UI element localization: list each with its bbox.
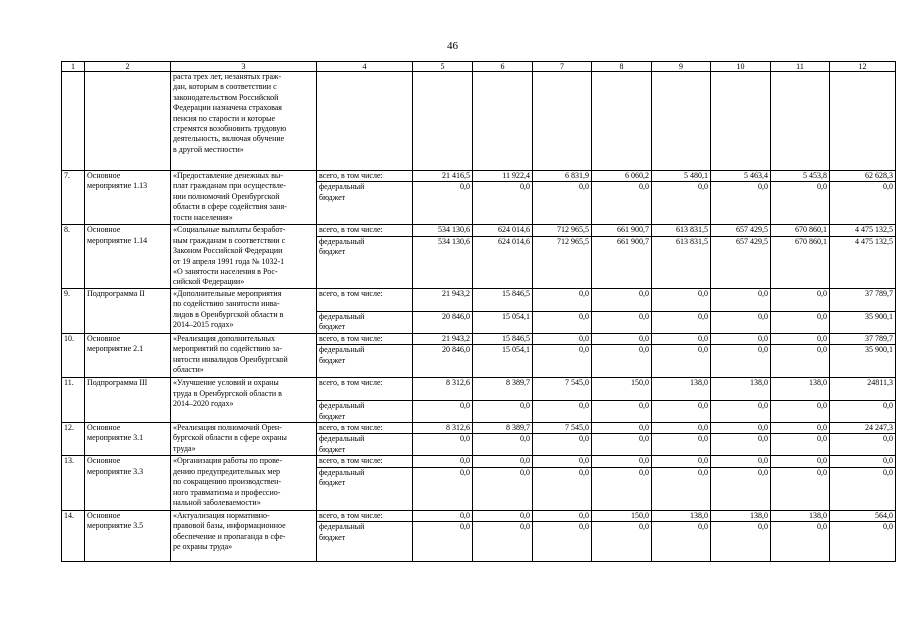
amount-cell: 7 545,0 <box>533 423 592 434</box>
table-row <box>62 225 896 237</box>
amount-cell: 0,0 <box>711 333 771 344</box>
amount-cell: 0,0 <box>652 456 711 467</box>
amount-cell: 0,0 <box>473 510 533 521</box>
amount-cell: 0,0 <box>652 333 711 344</box>
amount-cell: 24 247,3 <box>830 423 896 434</box>
amount-cell: 35 900,1 <box>830 311 896 333</box>
column-header: 5 <box>413 62 473 72</box>
amount-cell: 0,0 <box>711 401 771 423</box>
amount-cell: 0,0 <box>711 434 771 456</box>
funding-source-label: федеральный бюджет <box>317 401 413 423</box>
amount-cell: 6 060,2 <box>592 171 652 182</box>
amount-cell: 4 475 132,5 <box>830 225 896 237</box>
amount-cell: 6 831,9 <box>533 171 592 182</box>
amount-cell: 0,0 <box>473 522 533 562</box>
amount-cell: 150,0 <box>592 378 652 401</box>
amount-cell: 0,0 <box>592 423 652 434</box>
amount-cell: 15 846,5 <box>473 333 533 344</box>
amount-cell: 5 480,1 <box>652 171 711 182</box>
column-header: 1 <box>62 62 85 72</box>
funding-source-label: федеральный бюджет <box>317 237 413 289</box>
amount-cell: 150,0 <box>592 510 652 521</box>
amount-cell: 670 860,1 <box>771 225 830 237</box>
funding-source-label: всего, в том числе: <box>317 456 413 467</box>
amount-cell: 0,0 <box>592 401 652 423</box>
funding-source-label: всего, в том числе: <box>317 510 413 521</box>
funding-source-label: всего, в том числе: <box>317 171 413 182</box>
column-header: 10 <box>711 62 771 72</box>
funding-source-label: всего, в том числе: <box>317 225 413 237</box>
row-index: 11. <box>62 378 85 423</box>
amount-cell: 0,0 <box>830 182 896 225</box>
amount-cell: 62 628,3 <box>830 171 896 182</box>
amount-cell: 0,0 <box>533 401 592 423</box>
amount-cell: 0,0 <box>652 401 711 423</box>
amount-cell: 0,0 <box>771 288 830 311</box>
table-body <box>62 62 896 562</box>
amount-cell: 0,0 <box>473 434 533 456</box>
funding-source-label: всего, в том числе: <box>317 378 413 401</box>
amount-cell: 564,0 <box>830 510 896 521</box>
column-header: 3 <box>171 62 317 72</box>
amount-cell: 0,0 <box>771 333 830 344</box>
amount-cell: 0,0 <box>533 456 592 467</box>
amount-cell: 0,0 <box>711 456 771 467</box>
row-index: 7. <box>62 171 85 225</box>
amount-cell: 0,0 <box>533 333 592 344</box>
funding-source-label: федеральный бюджет <box>317 311 413 333</box>
amount-cell: 0,0 <box>413 467 473 510</box>
row-program: Основное мероприятие 3.1 <box>85 423 171 456</box>
amount-cell: 20 846,0 <box>413 345 473 378</box>
row-index: 8. <box>62 225 85 288</box>
row-program: Основное мероприятие 1.13 <box>85 171 171 225</box>
amount-cell: 0,0 <box>652 182 711 225</box>
amount-cell: 0,0 <box>652 345 711 378</box>
amount-cell: 0,0 <box>652 434 711 456</box>
amount-cell: 24811,3 <box>830 378 896 401</box>
amount-cell: 0,0 <box>711 311 771 333</box>
table-row <box>62 423 896 434</box>
funding-source-label: федеральный бюджет <box>317 467 413 510</box>
amount-cell: 0,0 <box>771 423 830 434</box>
amount-cell: 0,0 <box>771 456 830 467</box>
amount-cell: 0,0 <box>533 311 592 333</box>
amount-cell: 21 943,2 <box>413 288 473 311</box>
funding-source-label: всего, в том числе: <box>317 423 413 434</box>
funding-source-label: федеральный бюджет <box>317 182 413 225</box>
amount-cell: 8 312,6 <box>413 378 473 401</box>
amount-cell: 0,0 <box>592 456 652 467</box>
amount-cell: 0,0 <box>473 467 533 510</box>
amount-cell: 0,0 <box>533 434 592 456</box>
table-row <box>62 288 896 311</box>
funding-source-label: федеральный бюджет <box>317 345 413 378</box>
funding-source-label: всего, в том числе: <box>317 333 413 344</box>
amount-cell: 0,0 <box>592 522 652 562</box>
amount-cell: 0,0 <box>592 434 652 456</box>
row-description: «Дополнительные мероприятия по содействию занятости инва- лидов в Оренбургской области в 2014–2015 годах» <box>171 288 317 333</box>
amount-cell: 0,0 <box>830 467 896 510</box>
column-header: 7 <box>533 62 592 72</box>
amount-cell: 15 846,5 <box>473 288 533 311</box>
amount-cell: 0,0 <box>592 311 652 333</box>
amount-cell: 0,0 <box>771 182 830 225</box>
amount-cell: 0,0 <box>711 182 771 225</box>
column-header: 4 <box>317 62 413 72</box>
amount-cell: 35 900,1 <box>830 345 896 378</box>
amount-cell: 0,0 <box>652 522 711 562</box>
row-description: «Реализация полномочий Орен- бургской области в сфере охраны труда» <box>171 423 317 456</box>
amount-cell: 8 389,7 <box>473 378 533 401</box>
row-index: 10. <box>62 333 85 377</box>
column-header: 9 <box>652 62 711 72</box>
amount-cell: 0,0 <box>830 522 896 562</box>
amount-cell: 0,0 <box>533 510 592 521</box>
amount-cell: 0,0 <box>533 288 592 311</box>
continuation-row <box>62 72 896 171</box>
amount-cell: 0,0 <box>473 456 533 467</box>
amount-cell: 0,0 <box>413 401 473 423</box>
row-program: Подпрограмма II <box>85 288 171 333</box>
amount-cell: 0,0 <box>413 434 473 456</box>
amount-cell: 0,0 <box>413 182 473 225</box>
row-program: Основное мероприятие 1.14 <box>85 225 171 288</box>
amount-cell: 0,0 <box>413 456 473 467</box>
row-description: «Актуализация нормативно- правовой базы, информационное обеспечение и пропаганда в сфе- ре охраны труда» <box>171 510 317 561</box>
amount-cell: 138,0 <box>652 510 711 521</box>
amount-cell: 21 416,5 <box>413 171 473 182</box>
amount-cell: 657 429,5 <box>711 237 771 289</box>
amount-cell: 21 943,2 <box>413 333 473 344</box>
amount-cell: 7 545,0 <box>533 378 592 401</box>
amount-cell: 0,0 <box>533 182 592 225</box>
amount-cell: 0,0 <box>830 401 896 423</box>
amount-cell: 0,0 <box>771 311 830 333</box>
amount-cell: 613 831,5 <box>652 237 711 289</box>
amount-cell: 37 789,7 <box>830 333 896 344</box>
amount-cell: 670 860,1 <box>771 237 830 289</box>
amount-cell: 20 846,0 <box>413 311 473 333</box>
funding-source-label: федеральный бюджет <box>317 434 413 456</box>
amount-cell: 15 054,1 <box>473 311 533 333</box>
amount-cell: 8 389,7 <box>473 423 533 434</box>
amount-cell: 0,0 <box>592 345 652 378</box>
amount-cell: 0,0 <box>473 401 533 423</box>
amount-cell: 5 463,4 <box>711 171 771 182</box>
amount-cell: 0,0 <box>711 522 771 562</box>
amount-cell: 613 831,5 <box>652 225 711 237</box>
amount-cell: 15 054,1 <box>473 345 533 378</box>
amount-cell: 0,0 <box>771 522 830 562</box>
amount-cell: 0,0 <box>592 467 652 510</box>
column-header: 2 <box>85 62 171 72</box>
budget-table <box>61 61 896 562</box>
amount-cell: 712 965,5 <box>533 225 592 237</box>
amount-cell: 4 475 132,5 <box>830 237 896 289</box>
amount-cell: 0,0 <box>771 401 830 423</box>
row-description: раста трех лет, незанятых граж- дан, которым в соответствии с законодательством Российской Федерации назначена страховая пенсия по старости и которые стремятся возобновить трудовую деятельность, включая обучение в другой местности» <box>171 72 317 171</box>
amount-cell: 534 130,6 <box>413 225 473 237</box>
table-row <box>62 333 896 344</box>
amount-cell: 138,0 <box>711 378 771 401</box>
row-index: 14. <box>62 510 85 561</box>
amount-cell: 624 014,6 <box>473 225 533 237</box>
row-program: Подпрограмма III <box>85 378 171 423</box>
row-description: «Реализация дополнительных мероприятий по содействию за- нятости инвалидов Оренбургской области» <box>171 333 317 377</box>
column-header: 6 <box>473 62 533 72</box>
page-number: 46 <box>447 40 458 52</box>
amount-cell: 5 453,8 <box>771 171 830 182</box>
amount-cell: 0,0 <box>652 288 711 311</box>
amount-cell: 138,0 <box>652 378 711 401</box>
amount-cell: 0,0 <box>771 345 830 378</box>
table-row <box>62 378 896 401</box>
amount-cell: 657 429,5 <box>711 225 771 237</box>
amount-cell: 0,0 <box>652 467 711 510</box>
row-index: 9. <box>62 288 85 333</box>
table-row <box>62 456 896 467</box>
amount-cell: 624 014,6 <box>473 237 533 289</box>
amount-cell: 138,0 <box>771 510 830 521</box>
amount-cell: 0,0 <box>592 333 652 344</box>
amount-cell: 0,0 <box>652 311 711 333</box>
table-row <box>62 510 896 521</box>
row-program: Основное мероприятие 2.1 <box>85 333 171 377</box>
amount-cell: 0,0 <box>533 345 592 378</box>
row-description: «Предоставление денежных вы- плат гражданам при осуществле- нии полномочий Оренбургской области в сфере содействия заня- тости населения» <box>171 171 317 225</box>
amount-cell: 712 965,5 <box>533 237 592 289</box>
column-header: 11 <box>771 62 830 72</box>
table-row <box>62 171 896 182</box>
amount-cell: 138,0 <box>771 378 830 401</box>
amount-cell: 0,0 <box>711 467 771 510</box>
amount-cell: 0,0 <box>652 423 711 434</box>
row-index: 13. <box>62 456 85 510</box>
column-header: 8 <box>592 62 652 72</box>
amount-cell: 0,0 <box>771 434 830 456</box>
amount-cell: 0,0 <box>771 467 830 510</box>
row-program: Основное мероприятие 3.3 <box>85 456 171 510</box>
amount-cell: 0,0 <box>830 456 896 467</box>
funding-source-label: всего, в том числе: <box>317 288 413 311</box>
amount-cell: 534 130,6 <box>413 237 473 289</box>
column-header: 12 <box>830 62 896 72</box>
row-index: 12. <box>62 423 85 456</box>
amount-cell: 661 900,7 <box>592 225 652 237</box>
amount-cell: 0,0 <box>830 434 896 456</box>
row-program: Основное мероприятие 3.5 <box>85 510 171 561</box>
amount-cell: 0,0 <box>533 467 592 510</box>
amount-cell: 0,0 <box>533 522 592 562</box>
row-description: «Организация работы по прове- дению предупредительных мер по сокращению производствен- ного травматизма и профессио- нальной заболеваемости» <box>171 456 317 510</box>
amount-cell: 0,0 <box>711 288 771 311</box>
funding-source-label: федеральный бюджет <box>317 522 413 562</box>
amount-cell: 8 312,6 <box>413 423 473 434</box>
amount-cell: 37 789,7 <box>830 288 896 311</box>
amount-cell: 0,0 <box>413 510 473 521</box>
amount-cell: 661 900,7 <box>592 237 652 289</box>
amount-cell: 0,0 <box>413 522 473 562</box>
row-description: «Социальные выплаты безработ- ным гражданам в соответствии с Законом Российской Федерации от 19 апреля 1991 года № 1032-1 «О занятости населения в Рос- сийской Федерации» <box>171 225 317 288</box>
amount-cell: 0,0 <box>592 182 652 225</box>
amount-cell: 0,0 <box>473 182 533 225</box>
amount-cell: 11 922,4 <box>473 171 533 182</box>
amount-cell: 138,0 <box>711 510 771 521</box>
table-header-row <box>62 62 896 72</box>
row-description: «Улучшение условий и охраны труда в Оренбургской области в 2014–2020 годах» <box>171 378 317 423</box>
amount-cell: 0,0 <box>711 345 771 378</box>
amount-cell: 0,0 <box>592 288 652 311</box>
amount-cell: 0,0 <box>711 423 771 434</box>
